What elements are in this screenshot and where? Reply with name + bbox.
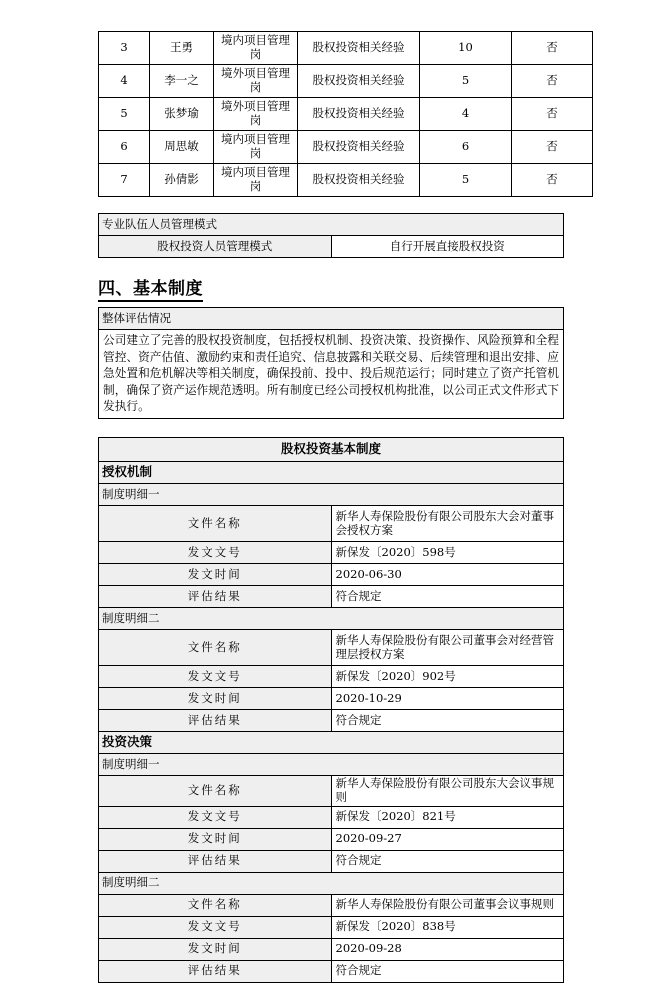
table-row (99, 542, 564, 564)
value-doc-date: 2020-06-30 (331, 564, 564, 586)
value-file-name: 新华人寿保险股份有限公司董事会对经营管理层授权方案 (331, 630, 564, 666)
cell-flag: 否 (512, 65, 593, 98)
cell-name: 王勇 (150, 32, 214, 65)
label-doc-number: 发文文号 (99, 916, 332, 938)
value-doc-date: 2020-09-28 (331, 938, 564, 960)
table-row (99, 564, 564, 586)
table-row (99, 214, 564, 236)
cell-flag: 否 (512, 32, 593, 65)
table-row (99, 131, 593, 164)
table-row (99, 438, 564, 462)
label-doc-date: 发文时间 (99, 938, 332, 960)
cell-index: 7 (99, 164, 150, 197)
table-row (99, 236, 564, 258)
table-row (99, 828, 564, 850)
table-row (99, 710, 564, 732)
label-doc-number: 发文文号 (99, 666, 332, 688)
table-row (99, 688, 564, 710)
value-result: 符合规定 (331, 960, 564, 982)
systems-detail-label: 制度明细一 (99, 754, 564, 776)
personnel-table-body (99, 32, 593, 197)
mode-table-header: 专业队伍人员管理模式 (99, 214, 564, 236)
cell-name: 孙倩影 (150, 164, 214, 197)
table-row (99, 330, 564, 419)
table-row (99, 938, 564, 960)
cell-index: 4 (99, 65, 150, 98)
cell-post: 境内项目管理岗 (214, 32, 298, 65)
table-row (99, 506, 564, 542)
label-doc-number: 发文文号 (99, 806, 332, 828)
table-row (99, 894, 564, 916)
table-row (99, 732, 564, 754)
table-row (99, 98, 593, 131)
label-result: 评估结果 (99, 960, 332, 982)
value-file-name: 新华人寿保险股份有限公司股东大会议事规则 (331, 776, 564, 807)
cell-index: 5 (99, 98, 150, 131)
value-doc-number: 新保发〔2020〕598号 (331, 542, 564, 564)
cell-experience: 股权投资相关经验 (298, 131, 420, 164)
cell-flag: 否 (512, 98, 593, 131)
label-result: 评估结果 (99, 710, 332, 732)
label-file-name: 文件名称 (99, 776, 332, 807)
mode-row-value: 自行开展直接股权投资 (331, 236, 564, 258)
table-row (99, 872, 564, 894)
cell-name: 李一之 (150, 65, 214, 98)
cell-experience: 股权投资相关经验 (298, 98, 420, 131)
cell-post: 境内项目管理岗 (214, 131, 298, 164)
label-doc-date: 发文时间 (99, 688, 332, 710)
value-file-name: 新华人寿保险股份有限公司董事会议事规则 (331, 894, 564, 916)
systems-table-title: 股权投资基本制度 (99, 438, 564, 462)
overall-assessment-header: 整体评估情况 (99, 308, 564, 330)
cell-years: 4 (420, 98, 512, 131)
cell-post: 境外项目管理岗 (214, 98, 298, 131)
systems-detail-label: 制度明细一 (99, 484, 564, 506)
systems-detail-label: 制度明细二 (99, 608, 564, 630)
label-result: 评估结果 (99, 586, 332, 608)
label-file-name: 文件名称 (99, 506, 332, 542)
table-row (99, 850, 564, 872)
cell-experience: 股权投资相关经验 (298, 32, 420, 65)
table-row (99, 164, 593, 197)
page-title: 四、基本制度 (98, 274, 203, 302)
label-doc-number: 发文文号 (99, 542, 332, 564)
value-doc-date: 2020-10-29 (331, 688, 564, 710)
label-doc-date: 发文时间 (99, 564, 332, 586)
cell-experience: 股权投资相关经验 (298, 164, 420, 197)
table-row (99, 308, 564, 330)
systems-group-heading: 投资决策 (99, 732, 564, 754)
overall-assessment-body-text: 公司建立了完善的股权投资制度，包括授权机制、投资决策、投资操作、风险预算和全程管控、资产估值、激励约束和责任追究、信息披露和关联交易、后续管理和退出安排、应急处置和危机解决等相关制度，确保投前、投中、投后规范运行；同时建立了资产托管机制，确保了资产运作规范透明。所有制度已经公司授权机构批准，以公司正式文件形式下发执行。 (99, 330, 564, 419)
basic-systems-table (98, 437, 564, 983)
value-result: 符合规定 (331, 586, 564, 608)
cell-flag: 否 (512, 164, 593, 197)
cell-name: 周思敏 (150, 131, 214, 164)
label-file-name: 文件名称 (99, 894, 332, 916)
table-row (99, 916, 564, 938)
management-mode-body (99, 214, 564, 258)
document-page (98, 0, 564, 983)
table-row (99, 586, 564, 608)
table-row (99, 630, 564, 666)
cell-post: 境内项目管理岗 (214, 164, 298, 197)
value-doc-number: 新保发〔2020〕821号 (331, 806, 564, 828)
value-file-name: 新华人寿保险股份有限公司股东大会对董事会授权方案 (331, 506, 564, 542)
table-row (99, 608, 564, 630)
cell-index: 6 (99, 131, 150, 164)
label-result: 评估结果 (99, 850, 332, 872)
management-mode-table (98, 213, 564, 258)
basic-systems-body (99, 438, 564, 983)
cell-name: 张梦瑜 (150, 98, 214, 131)
table-row (99, 806, 564, 828)
table-row (99, 960, 564, 982)
systems-group-heading: 授权机制 (99, 462, 564, 484)
value-result: 符合规定 (331, 850, 564, 872)
table-row (99, 462, 564, 484)
table-row (99, 754, 564, 776)
table-row (99, 484, 564, 506)
value-doc-date: 2020-09-27 (331, 828, 564, 850)
table-row (99, 32, 593, 65)
overall-assessment-body (99, 308, 564, 419)
cell-years: 6 (420, 131, 512, 164)
table-row (99, 666, 564, 688)
cell-years: 10 (420, 32, 512, 65)
value-doc-number: 新保发〔2020〕838号 (331, 916, 564, 938)
overall-assessment-table (98, 307, 564, 419)
cell-flag: 否 (512, 131, 593, 164)
cell-experience: 股权投资相关经验 (298, 65, 420, 98)
mode-row-label: 股权投资人员管理模式 (99, 236, 332, 258)
cell-index: 3 (99, 32, 150, 65)
table-row (99, 65, 593, 98)
personnel-table (98, 31, 593, 197)
label-file-name: 文件名称 (99, 630, 332, 666)
value-result: 符合规定 (331, 710, 564, 732)
systems-detail-label: 制度明细二 (99, 872, 564, 894)
value-doc-number: 新保发〔2020〕902号 (331, 666, 564, 688)
label-doc-date: 发文时间 (99, 828, 332, 850)
cell-years: 5 (420, 164, 512, 197)
cell-post: 境外项目管理岗 (214, 65, 298, 98)
cell-years: 5 (420, 65, 512, 98)
table-row (99, 776, 564, 807)
